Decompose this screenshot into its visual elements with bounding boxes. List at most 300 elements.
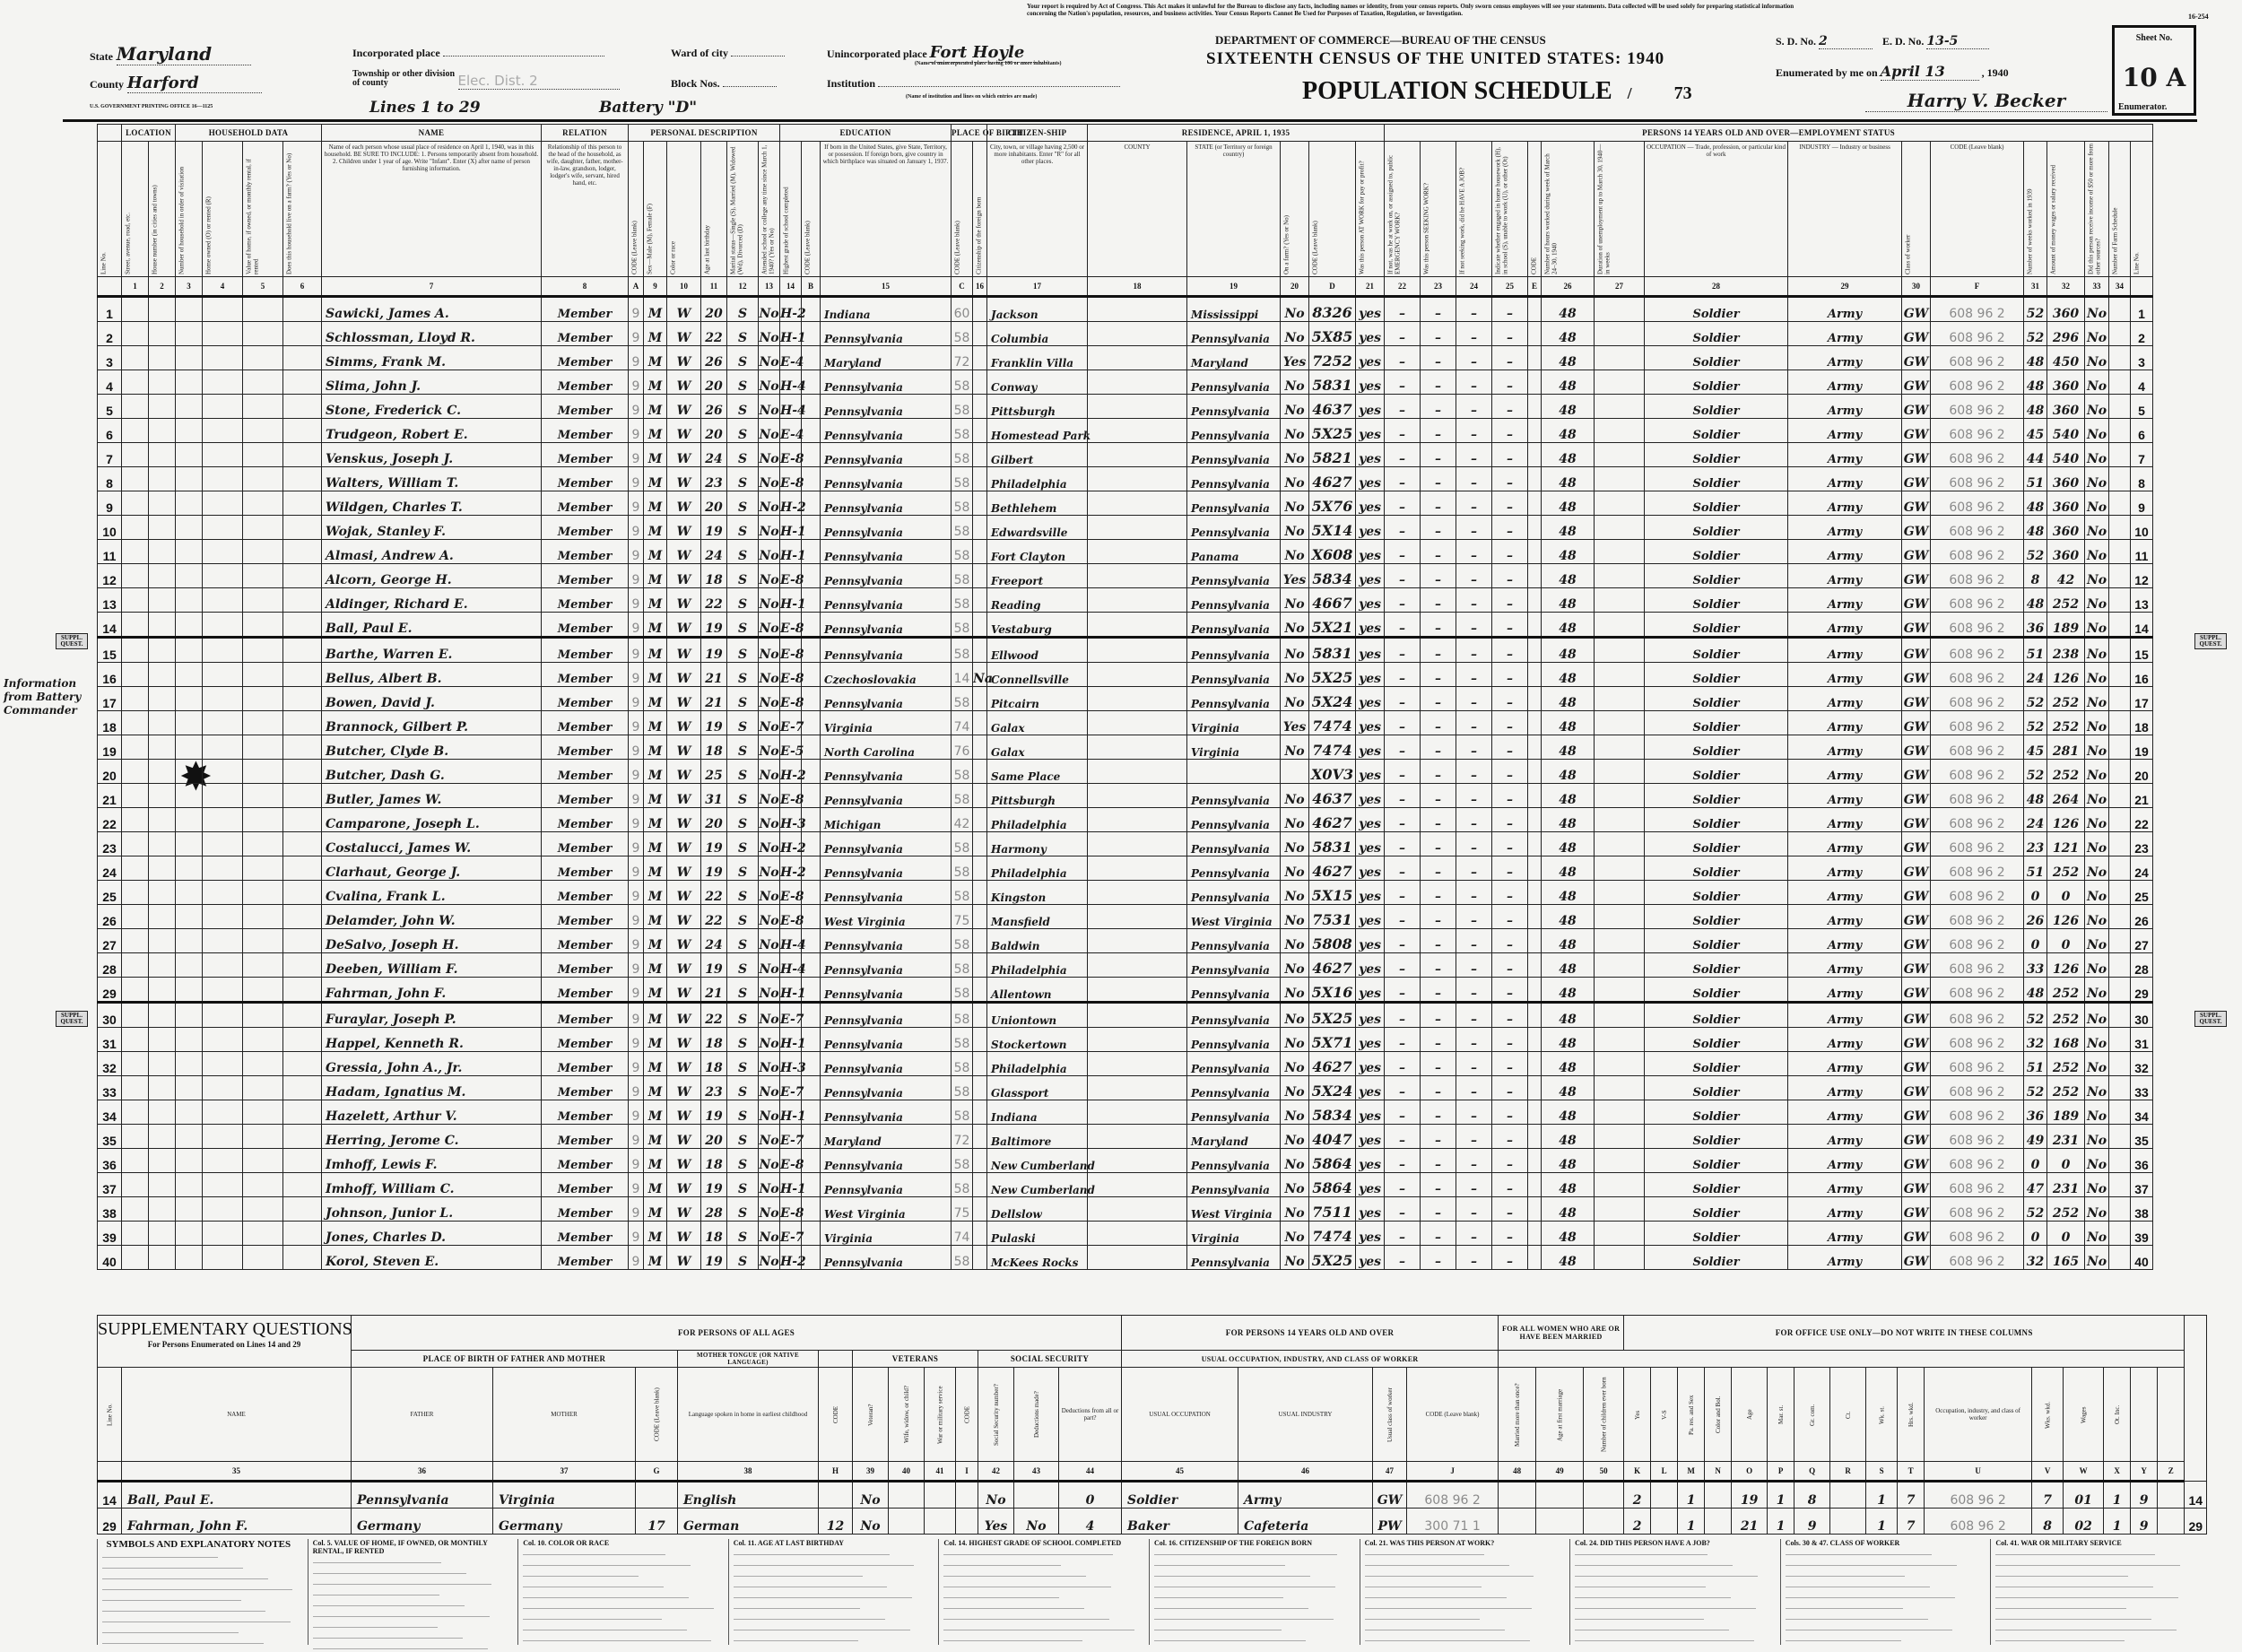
cell-grade: E-8	[780, 613, 802, 638]
cell-mar: S	[727, 613, 759, 638]
note-text-line	[1995, 1554, 2155, 1558]
cell-c6	[283, 297, 322, 322]
cell-c2	[149, 370, 176, 395]
supp-col-number-M: M	[1678, 1462, 1705, 1482]
cell-cls: GW	[1902, 638, 1931, 663]
cell-c22: –	[1385, 443, 1421, 467]
cell-C: 58	[952, 588, 973, 613]
cell-c27	[1595, 1003, 1645, 1028]
cell-bp: West Virginia	[821, 905, 952, 929]
cell-oth: No	[2085, 1173, 2109, 1197]
supp-group-14-over: FOR PERSONS 14 YEARS OLD AND OVER	[1122, 1316, 1499, 1351]
cell-inc: 252	[2047, 1076, 2085, 1100]
supp-cell-R	[1830, 1482, 1866, 1509]
cell-oth: No	[2085, 322, 2109, 346]
cell-c5	[243, 735, 283, 760]
cell-state: Pennsylvania	[1187, 1076, 1281, 1100]
cell-c5	[243, 540, 283, 564]
cell-city: Philadelphia	[987, 953, 1088, 978]
cell-c16	[973, 1149, 987, 1173]
cell-name: Walters, William T.	[322, 467, 542, 491]
cell-A: 9	[629, 1028, 644, 1052]
cell-sex: M	[644, 1076, 667, 1100]
column-desc-D: CODE (Leave blank)	[1309, 142, 1356, 277]
cell-c34	[2109, 1100, 2131, 1125]
cell-c21: yes	[1356, 711, 1385, 735]
cell-c6	[283, 1222, 322, 1246]
cell-occ: Soldier	[1645, 395, 1788, 419]
note-text-line	[313, 1638, 463, 1641]
note-text-line	[1154, 1619, 1334, 1622]
cell-c21: yes	[1356, 540, 1385, 564]
supp-col-number-c41: 41	[925, 1462, 956, 1482]
cell-c25: –	[1492, 808, 1528, 832]
cell-A: 9	[629, 419, 644, 443]
cell-wk: 48	[2024, 370, 2047, 395]
cell-c1	[122, 1125, 149, 1149]
cell-wk: 0	[2024, 881, 2047, 905]
margin-note: Information from Battery Commander	[4, 677, 82, 717]
cell-city: Philadelphia	[987, 808, 1088, 832]
cell-race: W	[667, 735, 701, 760]
cell-c1	[122, 346, 149, 370]
cell-city: Conway	[987, 370, 1088, 395]
census-row	[98, 395, 2153, 419]
cell-ind: Army	[1788, 638, 1902, 663]
cell-county	[1088, 1125, 1187, 1149]
column-desc-B: CODE (Leave blank)	[802, 142, 821, 277]
supp-cell-ln: 14	[98, 1482, 122, 1509]
cell-F: 608 96 2	[1931, 322, 2024, 346]
cell-c22: –	[1385, 370, 1421, 395]
cell-E	[1528, 613, 1542, 638]
cell-c2	[149, 1173, 176, 1197]
cell-city: Pitcairn	[987, 687, 1088, 711]
cell-wk: 36	[2024, 1100, 2047, 1125]
cell-race: W	[667, 588, 701, 613]
cell-c3	[176, 1125, 203, 1149]
cell-E	[1528, 1197, 1542, 1222]
cell-c6	[283, 638, 322, 663]
cell-c23: –	[1421, 1149, 1456, 1173]
supp-col-number-P: P	[1768, 1462, 1794, 1482]
cell-c25: –	[1492, 322, 1528, 346]
cell-c34	[2109, 905, 2131, 929]
cell-rel: Member	[542, 297, 629, 322]
cell-farm: No	[1281, 905, 1309, 929]
cell-ln: 11	[98, 540, 122, 564]
cell-ln: 40	[98, 1246, 122, 1270]
cell-c23: –	[1421, 735, 1456, 760]
cell-E	[1528, 467, 1542, 491]
supp-col-desc-Z	[2158, 1368, 2185, 1462]
note-text-line	[1365, 1597, 1508, 1601]
cell-c3	[176, 613, 203, 638]
cell-oth: No	[2085, 1125, 2109, 1149]
cell-wk: 52	[2024, 1076, 2047, 1100]
cell-c5	[243, 467, 283, 491]
cell-county	[1088, 1076, 1187, 1100]
cell-state: Pennsylvania	[1187, 929, 1281, 953]
note-title: Col. 11. AGE AT LAST BIRTHDAY	[733, 1539, 845, 1547]
cell-farm: No	[1281, 1100, 1309, 1125]
cell-age: 19	[701, 1100, 727, 1125]
cell-A: 9	[629, 346, 644, 370]
cell-bp: North Carolina	[821, 735, 952, 760]
note-block	[1990, 1539, 2188, 1645]
cell-c34	[2109, 832, 2131, 856]
note-text-line	[1575, 1640, 1754, 1644]
cell-c4	[203, 784, 243, 808]
cell-c21: yes	[1356, 467, 1385, 491]
cell-occ: Soldier	[1645, 1052, 1788, 1076]
column-number-sch: 13	[759, 277, 780, 297]
supp-col-desc-X: Ot. Inc.	[2104, 1368, 2131, 1462]
supp-group-all-ages: FOR PERSONS OF ALL AGES	[352, 1316, 1122, 1351]
cell-name: Butcher, Clyde B.	[322, 735, 542, 760]
cell-county	[1088, 856, 1187, 881]
cell-state: Pennsylvania	[1187, 978, 1281, 1003]
cell-c2	[149, 832, 176, 856]
cell-mar: S	[727, 1149, 759, 1173]
cell-c21: yes	[1356, 856, 1385, 881]
cell-c16	[973, 516, 987, 540]
cell-cls: GW	[1902, 1246, 1931, 1270]
cell-c6	[283, 808, 322, 832]
cell-c27	[1595, 491, 1645, 516]
column-number-c3: 3	[176, 277, 203, 297]
cell-c34	[2109, 1076, 2131, 1100]
cell-rel: Member	[542, 1076, 629, 1100]
cell-farm: Yes	[1281, 711, 1309, 735]
column-desc-c24: If not seeking work, did he HAVE A JOB?	[1456, 142, 1492, 277]
cell-c23: –	[1421, 322, 1456, 346]
cell-age: 23	[701, 467, 727, 491]
cell-c16	[973, 491, 987, 516]
cell-sch: No	[759, 687, 780, 711]
cell-c25: –	[1492, 346, 1528, 370]
cell-A: 9	[629, 297, 644, 322]
cell-c22: –	[1385, 856, 1421, 881]
cell-c4	[203, 905, 243, 929]
cell-wk: 52	[2024, 760, 2047, 784]
note-text-line	[523, 1587, 664, 1590]
cell-ind: Army	[1788, 905, 1902, 929]
column-desc-oth: Did this person receive income of $50 or more from other sources?	[2085, 142, 2109, 277]
cell-c23: –	[1421, 1222, 1456, 1246]
cell-city: Philadelphia	[987, 856, 1088, 881]
cell-grade: E-8	[780, 1149, 802, 1173]
cell-occ: Soldier	[1645, 346, 1788, 370]
note-text-line	[943, 1630, 1134, 1633]
cell-c26: 48	[1542, 881, 1595, 905]
supp-col-number-S: S	[1866, 1462, 1898, 1482]
cell-F: 608 96 2	[1931, 613, 2024, 638]
cell-rel: Member	[542, 711, 629, 735]
cell-mar: S	[727, 638, 759, 663]
cell-A: 9	[629, 322, 644, 346]
cell-c6	[283, 1197, 322, 1222]
cell-state: Pennsylvania	[1187, 638, 1281, 663]
column-number-ln	[98, 277, 122, 297]
cell-bp: Indiana	[821, 297, 952, 322]
cell-c16	[973, 784, 987, 808]
supp-tag-right-29: SUPPL. QUEST.	[2194, 1011, 2227, 1027]
cell-state: Pennsylvania	[1187, 395, 1281, 419]
census-row	[98, 856, 2153, 881]
cell-name: Brannock, Gilbert P.	[322, 711, 542, 735]
cell-c5	[243, 1100, 283, 1125]
cell-mar: S	[727, 491, 759, 516]
sheet-number-box	[2112, 25, 2196, 116]
cell-c25: –	[1492, 663, 1528, 687]
cell-county	[1088, 540, 1187, 564]
supp-cell-L	[1651, 1482, 1678, 1509]
cell-inc: 252	[2047, 588, 2085, 613]
cell-county	[1088, 978, 1187, 1003]
cell-ln2: 39	[2131, 1222, 2153, 1246]
note-title: Col. 5. VALUE OF HOME, IF OWNED, OR MONTHLY RENTAL, IF RENTED	[312, 1539, 488, 1555]
cell-C: 58	[952, 1028, 973, 1052]
cell-rel: Member	[542, 784, 629, 808]
column-desc-c16: Citizenship of the foreign born	[973, 142, 987, 277]
cell-age: 22	[701, 881, 727, 905]
cell-c23: –	[1421, 346, 1456, 370]
cell-c34	[2109, 588, 2131, 613]
supp-col-desc-occ: USUAL OCCUPATION	[1122, 1368, 1238, 1462]
cell-occ: Soldier	[1645, 735, 1788, 760]
cell-rel: Member	[542, 370, 629, 395]
cell-C: 58	[952, 953, 973, 978]
cell-occ: Soldier	[1645, 832, 1788, 856]
cell-c1	[122, 978, 149, 1003]
note-text-line	[1575, 1619, 1704, 1622]
cell-grade: H-2	[780, 760, 802, 784]
cell-D: 4637	[1309, 784, 1356, 808]
cell-grade: H-4	[780, 953, 802, 978]
note-text-line	[523, 1619, 662, 1622]
note-text-line	[1575, 1587, 1706, 1590]
cell-c2	[149, 1003, 176, 1028]
cell-A: 9	[629, 588, 644, 613]
supp-subgroup-veterans: VETERANS	[853, 1351, 978, 1368]
cell-F: 608 96 2	[1931, 564, 2024, 588]
cell-A: 9	[629, 370, 644, 395]
supp-col-number-father: 36	[352, 1462, 493, 1482]
supp-description-row	[98, 1368, 2207, 1462]
cell-c23: –	[1421, 929, 1456, 953]
supp-col-desc-N: Color and Bol.	[1705, 1368, 1732, 1462]
cell-c4	[203, 1076, 243, 1100]
cell-name: Herring, Jerome C.	[322, 1125, 542, 1149]
column-description-row	[98, 142, 2153, 277]
cell-occ: Soldier	[1645, 1197, 1788, 1222]
cell-county	[1088, 1246, 1187, 1270]
note-text-line	[102, 1643, 264, 1647]
supp-tag-left-14: SUPPL. QUEST.	[56, 633, 88, 649]
column-number-c21: 21	[1356, 277, 1385, 297]
cell-city: New Cumberland	[987, 1173, 1088, 1197]
cell-bp: Pennsylvania	[821, 1003, 952, 1028]
supp-cell-tongue: German	[678, 1509, 819, 1535]
cell-c16	[973, 832, 987, 856]
cell-c5	[243, 856, 283, 881]
institution-value	[878, 86, 1120, 87]
cell-c2	[149, 881, 176, 905]
cell-c22: –	[1385, 905, 1421, 929]
supp-subgroup-blank	[1499, 1351, 2185, 1368]
cell-c5	[243, 1149, 283, 1173]
cell-mar: S	[727, 297, 759, 322]
cell-E	[1528, 760, 1542, 784]
cell-oth: No	[2085, 491, 2109, 516]
cell-c2	[149, 1246, 176, 1270]
cell-c26: 48	[1542, 516, 1595, 540]
cell-A: 9	[629, 1125, 644, 1149]
cell-c24: –	[1456, 370, 1492, 395]
cell-c16	[973, 346, 987, 370]
group-header-bp: PLACE OF BIRTH	[952, 125, 987, 142]
cell-rel: Member	[542, 929, 629, 953]
cell-D: 4627	[1309, 856, 1356, 881]
cell-c26: 48	[1542, 760, 1595, 784]
cell-c25: –	[1492, 491, 1528, 516]
cell-farm: No	[1281, 638, 1309, 663]
cell-ind: Army	[1788, 808, 1902, 832]
cell-A: 9	[629, 663, 644, 687]
cell-rel: Member	[542, 540, 629, 564]
cell-age: 19	[701, 953, 727, 978]
cell-c21: yes	[1356, 443, 1385, 467]
cell-c16	[973, 1197, 987, 1222]
cell-c5	[243, 832, 283, 856]
cell-c27	[1595, 588, 1645, 613]
cell-c1	[122, 687, 149, 711]
cell-c1	[122, 467, 149, 491]
ward-field	[671, 47, 785, 60]
cell-c3	[176, 443, 203, 467]
cell-c22: –	[1385, 540, 1421, 564]
cell-F: 608 96 2	[1931, 443, 2024, 467]
cell-c5	[243, 687, 283, 711]
cell-c21: yes	[1356, 881, 1385, 905]
cell-sch: No	[759, 297, 780, 322]
cell-c23: –	[1421, 443, 1456, 467]
cell-county	[1088, 443, 1187, 467]
cell-ln: 32	[98, 1052, 122, 1076]
cell-rel: Member	[542, 978, 629, 1003]
cell-mar: S	[727, 711, 759, 735]
cell-oth: No	[2085, 808, 2109, 832]
column-number-name: 7	[322, 277, 542, 297]
cell-c24: –	[1456, 663, 1492, 687]
cell-c6	[283, 1100, 322, 1125]
cell-name: Wildgen, Charles T.	[322, 491, 542, 516]
supp-col-desc-U: Occupation, industry, and class of worker	[1925, 1368, 2032, 1462]
cell-county	[1088, 808, 1187, 832]
cell-sex: M	[644, 540, 667, 564]
cell-c2	[149, 467, 176, 491]
cell-D: 5X24	[1309, 687, 1356, 711]
cell-c4	[203, 663, 243, 687]
note-text-line	[734, 1587, 888, 1590]
cell-cls: GW	[1902, 953, 1931, 978]
cell-occ: Soldier	[1645, 1149, 1788, 1173]
cell-c5	[243, 663, 283, 687]
cell-D: 5X71	[1309, 1028, 1356, 1052]
note-text-line	[523, 1565, 691, 1569]
cell-c25: –	[1492, 395, 1528, 419]
note-text-line	[1154, 1576, 1310, 1579]
supp-col-desc-T: Hrs. wkd.	[1898, 1368, 1925, 1462]
column-desc-c27: Duration of unemployment up to March 30, 1940—in weeks	[1595, 142, 1645, 277]
cell-county	[1088, 322, 1187, 346]
cell-wk: 32	[2024, 1028, 2047, 1052]
note-text-line	[734, 1597, 913, 1601]
census-row	[98, 467, 2153, 491]
cell-D: 5X25	[1309, 1246, 1356, 1270]
cell-ind: Army	[1788, 1173, 1902, 1197]
note-text-line	[102, 1611, 265, 1614]
cell-D: 7474	[1309, 1222, 1356, 1246]
cell-sex: M	[644, 1173, 667, 1197]
cell-mar: S	[727, 1076, 759, 1100]
cell-grade: E-8	[780, 443, 802, 467]
cell-grade: E-8	[780, 1197, 802, 1222]
cell-E	[1528, 588, 1542, 613]
cell-ln2: 13	[2131, 588, 2153, 613]
cell-C: 60	[952, 297, 973, 322]
cell-farm: No	[1281, 663, 1309, 687]
cell-county	[1088, 663, 1187, 687]
supp-cell-name: Fahrman, John F.	[122, 1509, 352, 1535]
cell-oth: No	[2085, 905, 2109, 929]
cell-c3	[176, 395, 203, 419]
column-number-c26: 26	[1542, 277, 1595, 297]
cell-cls: GW	[1902, 443, 1931, 467]
cell-A: 9	[629, 735, 644, 760]
cell-c27	[1595, 516, 1645, 540]
cell-c4	[203, 1125, 243, 1149]
cell-sch: No	[759, 1003, 780, 1028]
cell-c22: –	[1385, 467, 1421, 491]
cell-farm: No	[1281, 1197, 1309, 1222]
group-header-sch: EDUCATION	[780, 125, 952, 142]
cell-state: Pennsylvania	[1187, 588, 1281, 613]
cell-mar: S	[727, 395, 759, 419]
cell-c3	[176, 1052, 203, 1076]
cell-race: W	[667, 540, 701, 564]
column-desc-c4: Home owned (O) or rented (R)	[203, 142, 243, 277]
cell-c26: 48	[1542, 322, 1595, 346]
cell-ind: Army	[1788, 687, 1902, 711]
note-text-line	[1786, 1608, 1903, 1612]
cell-sex: M	[644, 735, 667, 760]
cell-c1	[122, 1076, 149, 1100]
cell-rel: Member	[542, 346, 629, 370]
cell-F: 608 96 2	[1931, 1100, 2024, 1125]
cell-c4	[203, 1149, 243, 1173]
cell-county	[1088, 1197, 1187, 1222]
cell-rel: Member	[542, 832, 629, 856]
cell-E	[1528, 1028, 1542, 1052]
cell-ln2: 4	[2131, 370, 2153, 395]
cell-c25: –	[1492, 297, 1528, 322]
cell-c21: yes	[1356, 491, 1385, 516]
cell-c26: 48	[1542, 953, 1595, 978]
cell-c3	[176, 1197, 203, 1222]
column-number-race: 10	[667, 277, 701, 297]
